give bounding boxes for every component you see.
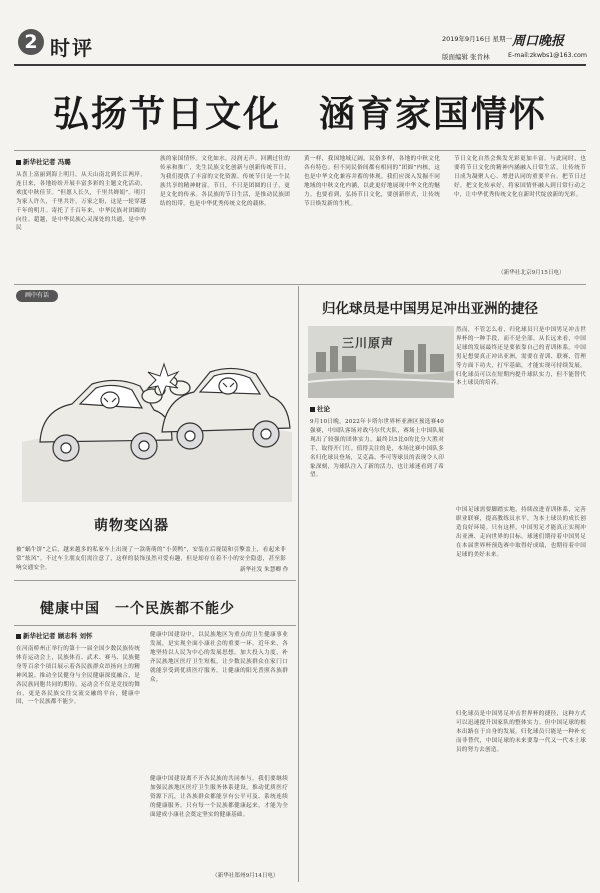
column-divider bbox=[298, 286, 299, 882]
article1-col1: 从喜上富丽到海上明月，从天山南北到长江两岸，连日来，各地纷纷开展丰富多彩的主题文化活动，欢度中秋佳节。“但愿人长久，千里共婵娟”。明月为家人许久，千里共许，万家之盼，这是一轮穿越千年的明月。寄托了千百年来，中华民族对团圆的向往。超越，是中华民族心灵深处的共通，是中华民 bbox=[16, 172, 146, 232]
article2-headline: 健康中国 一个民族都不能少 bbox=[40, 601, 235, 617]
article2-byline: 新华社记者 顾志科 刘怀 bbox=[16, 631, 93, 640]
cartoon-title: 萌物变凶器 bbox=[94, 518, 169, 534]
article2-col2: 健康中国建设中，以民族地区为重点的卫生健康事业发展，是实现全面小康社会的重要一环。近年来，各地坚持以人民为中心的发展思想，加大投入力度，补齐民族地区医疗卫生短板，让少数民族群众在家门口就能享受到优质医疗服务，让健康的阳光普照各族群众。 bbox=[150, 632, 288, 683]
article1-bottom-rule bbox=[14, 284, 586, 285]
cartoon-bottom-rule bbox=[14, 580, 296, 581]
article3-tag: 社论 bbox=[310, 404, 330, 413]
byline-marker-icon bbox=[16, 634, 21, 639]
article3-photo bbox=[308, 326, 454, 398]
paper-name: 周口晚报 bbox=[512, 34, 565, 49]
date-line: 2019年9月16日 星期一 bbox=[442, 35, 513, 43]
cartoon-caption: 被“蜗牛饼”之后，越来越多的私家车上出现了一款萌萌的“小黄鸭”，安装在后视镜和引擎盖上，看起来非常“炫风”。不过车主朋友们需注意了，这样的装饰虽然可爱有趣，但是却存在着不小的安全隐患，甚至影响交通安全。 bbox=[16, 547, 286, 571]
page-number-badge bbox=[18, 29, 44, 55]
article2-head-rule bbox=[14, 625, 296, 626]
masthead-rule bbox=[14, 64, 586, 66]
article3-col1: 9月10日晚，2022年卡塔尔世界杯亚洲区预选赛40强赛，中国队客场对战马尔代夫队，赛场上中国队展现出了较强的团体实力，最终以5比0的比分大胜对手，取得开门红。值得关注的是，本场比赛中国队多名归化球员登场，艾克森、李可等球员的表现令人印象深刻，为球队注入了新的活力，也让球迷看到了希望。 bbox=[310, 419, 444, 479]
section-title: 时评 bbox=[50, 36, 94, 60]
article3-col2: 然而，不管怎么看，归化球员只是中国男足冲击世界杯的一种手段，而不是全部。从长远来看，中国足球的发展最终还是要依靠自己的青训体系。中国男足想要真正冲出亚洲，需要在青训、联赛、管理等方面下功夫，打牢基础，才能实现可持续发展。归化球员可以在短期内提升球队实力，但不能替代本土球员的培养。 bbox=[456, 327, 586, 387]
article1-col2: 族的家国情怀。文化如水，浸润无声。回溯过往的传承和推广，先生民族文化创新与创新传统节日，为我们提供了丰富的文化资源。传统节日是一个民族共享的精神财富。节日，不只是团圆的日子，更是文化的传承。各民族的节日生活，是推动民族团结的纽带，也是中华优秀传统文化的载体。 bbox=[160, 156, 290, 207]
article2-col1: 在河南桥州正举行的第十一届全国少数民族传统体育运动会上，民族体育、武术、赛马、民族健身等百余个项目展示着各民族群众昂扬向上的精神风貌。推动全民健身与全民健康深度融合，是各民族同胞共同的期待。运动会不仅是竞技的舞台，更是各民族交往交流交融的平台，健康中国，一个民族都不能少。 bbox=[16, 646, 140, 706]
byline-marker-icon bbox=[16, 160, 21, 165]
byline-marker-icon bbox=[310, 407, 315, 412]
cartoon-tag: 画中有话 bbox=[16, 290, 58, 302]
article1-source: （新华社北京9月15日电） bbox=[498, 270, 565, 276]
main-headline: 弘扬节日文化 涵育家国情怀 bbox=[52, 93, 547, 135]
article3-headline: 归化球员是中国男足冲出亚洲的捷径 bbox=[322, 301, 538, 317]
article3-col3: 中国足球需要脚踏实地，持续改进青训体系，完善职业联赛，提高教练员水平，为本土球员的成长创造良好环境。只有这样，中国男足才能真正实现冲出亚洲、走向世界的目标。球迷们期待着中国男足在本届世界杯预选赛中取得好成绩，也期待着中国足球的美好未来。 bbox=[456, 507, 586, 558]
article1-byline: 新华社记者 冯璐 bbox=[16, 157, 71, 166]
editor-line: 版面编辑 张肯林 bbox=[442, 53, 490, 61]
email: E-mail:zkwbs1@163.com bbox=[508, 52, 588, 59]
article3-col4: 归化球员是中国男足冲击世界杯的捷径，这种方式可以迅速提升国家队的整体实力。但中国足球的根本出路在于自身的发展，归化球员只能是一种补充而非替代，中国足球的未来要靠一代又一代本土球员的努力去创造。 bbox=[456, 711, 586, 753]
page-number: 2 bbox=[24, 31, 38, 53]
article2-source: （新华社郑州9月14日电） bbox=[212, 873, 279, 879]
article1-col4: 节日文化自然会焕发光彩更加丰富。与此同时，也要将节日文化的精神内涵融入日常生活，让传统节日成为凝聚人心、增进认同的重要平台。把节日过好，把文化传承好，将家国情怀融入到日常行动之中，让中华优秀传统文化在新时代绽放新的光彩。 bbox=[454, 156, 586, 198]
cartoon-credit: 新华社发 朱慧卿 作 bbox=[240, 567, 289, 573]
article3-subtitle: 三川原声 bbox=[342, 336, 395, 350]
article2-col3: 健康中国建设离不开各民族的共同参与。我们要继续加强民族地区医疗卫生服务体系建设，推动优质医疗资源下沉，让各族群众都能享有公平可及、系统连续的健康服务。只有每一个民族都健康起来，才能为全面建成小康社会奠定坚实的健康基础。 bbox=[150, 776, 288, 818]
cartoon-svg bbox=[22, 292, 292, 502]
headline-rule bbox=[14, 150, 586, 151]
cartoon-illustration bbox=[22, 292, 292, 502]
article1-col3: 黄一样，我国地域辽阔，民俗多样，各地的中秋文化各有特色。但不同民俗间都有相同的“团圆”内核，这也是中华文化兼容并蓄的体现。我们应深入发掘不同地域的中秋文化内涵，以此更好地展现中华文化的魅力。也要看到，弘扬节日文化，要创新形式，让传统节日焕发新的生机。 bbox=[304, 156, 440, 207]
